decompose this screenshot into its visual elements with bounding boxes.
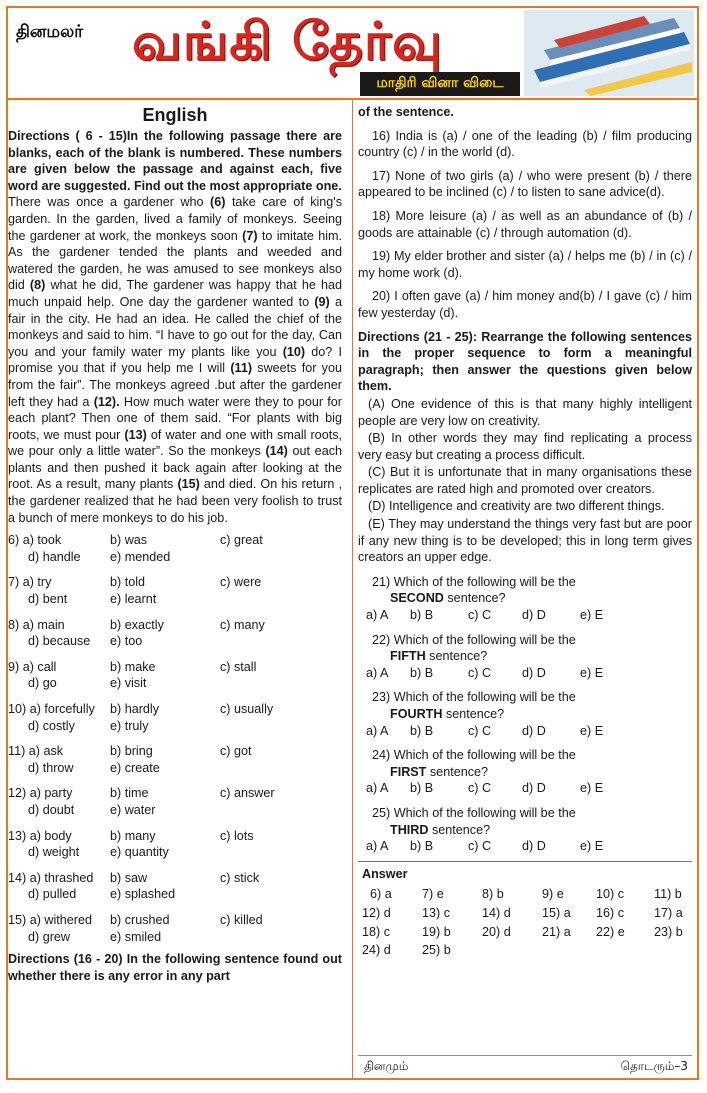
directions-6-15: Directions ( 6 - 15)In the following passage there are blanks, each of the blank is numbered. These numbers are given below the passage and against each, five word are suggested. Find out the most appropriate one. (8, 129, 342, 193)
answer-cell: 15) a (542, 905, 571, 920)
option-a: 14) a) thrashed (8, 870, 94, 885)
option-a: 8) a) main (8, 617, 65, 632)
option-e: e) splashed (110, 887, 176, 902)
answer-option: e) E (580, 781, 604, 796)
answer-row (358, 886, 692, 903)
answer-option: e) E (580, 723, 604, 738)
answer-options (358, 665, 692, 682)
option-c: c) stall (220, 659, 257, 674)
question-target (358, 706, 692, 723)
option-e: e) quantity (110, 845, 169, 860)
answer-title: Answer (362, 866, 408, 881)
question-keyword: FIRST (390, 764, 427, 779)
answer-option: b) B (410, 781, 434, 796)
answer-cell: 19) b (422, 924, 451, 939)
answer-cell: 16) c (596, 905, 624, 920)
option-d: d) costly (28, 718, 75, 733)
answer-option: c) C (468, 723, 492, 738)
answer-option: a) A (366, 723, 389, 738)
option-d: d) weight (28, 845, 80, 860)
option-group (8, 743, 342, 776)
option-c: c) many (220, 617, 265, 632)
option-b: b) crushed (110, 912, 170, 927)
footer (358, 1059, 692, 1075)
question-text: 22) Which of the following will be the (372, 632, 576, 647)
answer-option: a) A (366, 839, 389, 854)
right-column (358, 104, 692, 959)
sentence-item: (E) They may understand the things very fast but are poor if any new thing is to be developed; this in long term gives creators an upper edge. (358, 517, 692, 565)
option-b: b) was (110, 533, 148, 548)
answer-row (358, 924, 692, 941)
answer-cell: 14) d (482, 905, 511, 920)
option-e: e) create (110, 760, 160, 775)
option-d: d) handle (28, 549, 81, 564)
answer-cell: 20) d (482, 924, 511, 939)
option-e: e) visit (110, 676, 147, 691)
option-group (8, 532, 342, 565)
answer-cell: 13) c (422, 905, 450, 920)
option-a: 11) a) ask (8, 744, 64, 759)
answer-option: c) C (468, 781, 492, 796)
option-a: 15) a) withered (8, 912, 92, 927)
answer-cell: 24) d (362, 943, 391, 958)
option-b: b) time (110, 786, 149, 801)
question (358, 574, 692, 624)
option-e: e) truly (110, 718, 149, 733)
answer-options (358, 607, 692, 624)
question (358, 689, 692, 739)
answer-option: d) D (522, 723, 546, 738)
question-keyword: THIRD (390, 822, 429, 837)
question-keyword: SECOND (390, 591, 444, 606)
answer-key (358, 886, 692, 958)
footer-rule (358, 1055, 692, 1056)
footer-right: தொடரும்–3 (620, 1059, 688, 1073)
answer-option: d) D (522, 665, 546, 680)
option-b: b) hardly (110, 702, 159, 716)
question-tail: sentence? (426, 764, 489, 779)
option-group (8, 574, 342, 607)
passage: There was once a gardener who (6) take care of king's garden. In the garden, lived a family of monkeys. Seeing the gardener at work, the monkeys soon (7) to imitate him. As the gardener tended the plants and weeded and watered the garden, he was amused to see monkeys also did (8) what he did, The gardener was happy that he had much unpaid help. One day the gardener wanted to (9) a fair in the city. He had an idea. He called the chief of the monkeys and said to him. “I have to go out for the day, Can you and your family water my plants like you (10) do? I promise you that if you help me I will (11) sweets for you from the fair”. The monkeys agreed .but after the gardener left they had a (12). How much water were they to pour for each plant? Then one of them said. “For plants with big roots, we must pour (13) of water and one with small roots, we pour only a little water”. So the monkeys (14) out each plants and then pushed it back again after looking at the root. As a result, many plants (15) and died. On his return , the gardener realized that he had been very foolish to trust a bunch of mere monkeys to do his job. (8, 195, 343, 525)
subtitle-text: மாதிரி வினா விடை (376, 75, 504, 91)
question-text: 25) Which of the following will be the (372, 805, 576, 820)
option-e: e) mended (110, 549, 171, 564)
sentence-item: (B) In other words they may find replicating a process very easy but creating a process difficult. (358, 431, 692, 462)
option-a: 13) a) body (8, 828, 72, 843)
option-d: d) grew (28, 929, 70, 944)
question-tail: sentence? (442, 707, 505, 721)
options-list (8, 532, 342, 945)
error-item: 20) I often gave (a) / him money and(b) / I gave (c) / him few yesterday (d). (358, 289, 692, 320)
left-column (8, 104, 342, 984)
answer-options (358, 780, 692, 797)
books-illustration (524, 10, 694, 96)
answer-cell: 25) b (422, 943, 451, 958)
answer-cell: 21) a (542, 924, 571, 939)
answer-cell: 18) c (362, 924, 390, 939)
answer-option: b) B (410, 723, 434, 738)
answer-cell: 10) c (596, 887, 624, 902)
answer-option: b) B (410, 839, 434, 854)
directions-21-25: Directions (21 - 25): Rearrange the following sentences in the proper sequence to form a meaningful paragraph; then answer the questions given below them. (358, 329, 692, 394)
option-a: 12) a) party (8, 786, 73, 801)
question (358, 632, 692, 682)
question-tail: sentence? (425, 649, 488, 664)
answer-option: a) A (366, 781, 389, 796)
sentences (358, 396, 692, 566)
answer-option: c) C (468, 665, 492, 680)
option-d: d) go (28, 676, 57, 691)
option-group (8, 701, 342, 734)
option-b: b) saw (110, 870, 148, 885)
option-c: c) killed (220, 912, 263, 927)
question (358, 747, 692, 797)
answer-option: c) C (468, 839, 492, 854)
error-item: 19) My elder brother and sister (a) / helps me (b) / in (c) / my home work (d). (358, 249, 692, 280)
answer-cell: 8) b (482, 887, 504, 902)
question-tail: sentence? (428, 822, 491, 837)
option-b: b) bring (110, 744, 153, 759)
answer-option: d) D (522, 839, 546, 854)
option-d: d) because (28, 634, 91, 649)
answer-cell: 11) b (654, 887, 682, 902)
answer-cell: 12) d (362, 905, 391, 920)
answer-row (358, 905, 692, 922)
option-b: b) make (110, 659, 156, 674)
option-c: c) usually (220, 702, 274, 716)
question-target (358, 648, 692, 665)
question-text: 24) Which of the following will be the (372, 748, 576, 763)
option-a: 7) a) try (8, 575, 52, 590)
answer-cell: 7) e (422, 887, 444, 902)
option-c: c) great (220, 533, 263, 548)
sentence-item: (D) Intelligence and creativity are two different things. (368, 499, 665, 514)
option-group (8, 785, 342, 818)
answer-option: e) E (580, 665, 604, 680)
answer-option: e) E (580, 608, 604, 623)
questions (358, 574, 692, 855)
option-c: c) were (220, 575, 262, 590)
answer-option: d) D (522, 608, 546, 623)
option-d: d) doubt (28, 802, 75, 817)
option-e: e) smiled (110, 929, 162, 944)
question-target (358, 822, 692, 839)
option-group (8, 659, 342, 692)
answer-option: b) B (410, 608, 434, 623)
option-c: c) answer (220, 786, 275, 801)
question-target (358, 764, 692, 781)
masthead-logo: தினமலர் (16, 22, 84, 42)
option-c: c) got (220, 744, 252, 759)
option-group (8, 617, 342, 650)
option-e: e) learnt (110, 592, 157, 607)
question-tail: sentence? (443, 591, 506, 606)
subtitle-banner (360, 72, 520, 96)
error-items (358, 128, 692, 322)
option-group (8, 912, 342, 945)
column-divider (352, 100, 353, 1080)
answer-option: b) B (410, 665, 434, 680)
answer-options (358, 838, 692, 855)
page-title: வங்கி தேர்வு (132, 12, 443, 72)
error-item: 17) None of two girls (a) / who were present (b) / there appeared to be inclined (c) / to listen to sane advice(d). (358, 168, 692, 200)
sentence-item: (C) But it is unfortunate that in many organisations these replicates are rated high and promoted over creators. (358, 465, 692, 496)
option-group (8, 828, 342, 861)
answer-cell: 22) e (596, 924, 625, 939)
option-a: 10) a) forcefully (8, 702, 95, 716)
answer-cell: 6) a (370, 887, 392, 902)
question-text: 21) Which of the following will be the (372, 574, 576, 589)
option-e: e) water (110, 802, 156, 817)
answer-option: e) E (580, 839, 604, 854)
sentence-item: (A) One evidence of this is that many highly intelligent people are very low on creativity. (358, 396, 692, 428)
option-a: 6) a) took (8, 533, 62, 548)
answer-row (358, 942, 692, 959)
header (8, 8, 697, 100)
question (358, 805, 692, 855)
answer-option: a) A (366, 665, 389, 680)
answer-cell: 17) a (654, 905, 683, 920)
answer-options (358, 723, 692, 740)
option-b: b) exactly (110, 617, 164, 632)
error-item: 18) More leisure (a) / as well as an abundance of (b) / goods are attainable (c) / through automation (d). (358, 208, 692, 240)
answer-option: c) C (468, 608, 492, 623)
question-keyword: FIFTH (390, 649, 426, 664)
option-a: 9) a) call (8, 659, 57, 674)
answer-option: a) A (366, 608, 389, 623)
answer-option: d) D (522, 781, 546, 796)
option-c: c) lots (220, 828, 254, 843)
question-target (358, 590, 692, 607)
option-d: d) bent (28, 592, 68, 607)
option-b: b) told (110, 575, 146, 590)
option-c: c) stick (220, 870, 260, 885)
option-group (8, 870, 342, 903)
answer-cell: 23) b (654, 924, 683, 939)
question-text: 23) Which of the following will be the (372, 690, 576, 705)
question-keyword: FOURTH (390, 707, 443, 721)
answer-divider (358, 861, 692, 862)
footer-left: தினமும் (364, 1059, 409, 1073)
directions-16-20: Directions (16 - 20) In the following sentence found out whether there is any error in any part (8, 952, 342, 983)
section-title: English (142, 105, 208, 125)
option-d: d) pulled (28, 887, 77, 902)
option-e: e) too (110, 634, 143, 649)
directions-continuation: of the sentence. (358, 105, 454, 119)
option-b: b) many (110, 828, 156, 843)
answer-cell: 9) e (542, 887, 564, 902)
error-item: 16) India is (a) / one of the leading (b) / film producing country (c) / in the world (d). (358, 128, 692, 160)
option-d: d) throw (28, 760, 74, 775)
